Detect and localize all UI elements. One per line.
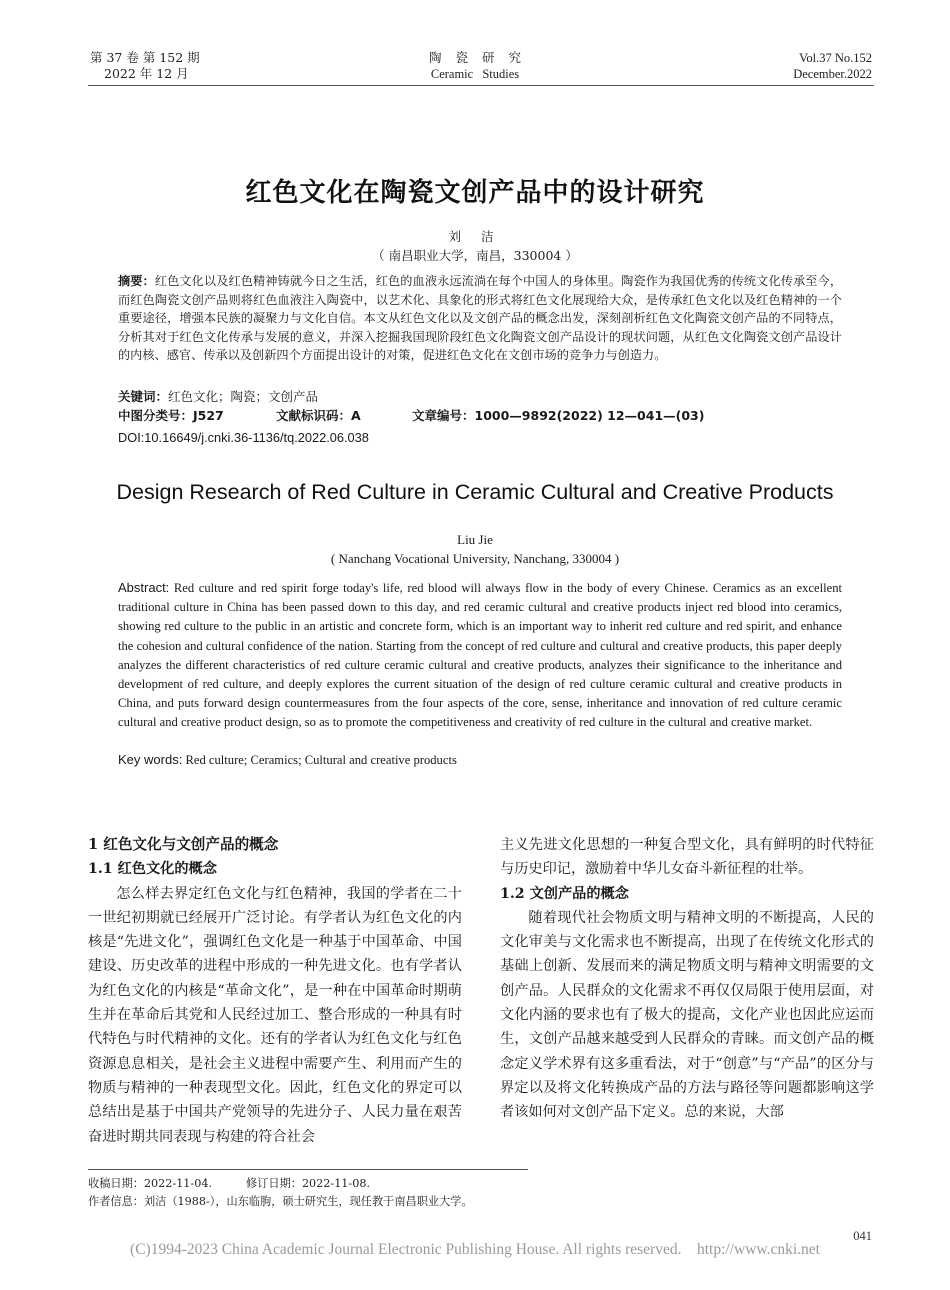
clc-label: 中图分类号： — [118, 408, 194, 423]
clc-value: J527 — [193, 408, 224, 423]
section-1-2-paragraph: 随着现代社会物质文明与精神文明的不断提高，人民的文化审美与文化需求也不断提高，出现了在传统文化形式的基础上创新、发展而来的满足物质文明与精神文明需要的文创产品。人民群众的文化需求不再仅仅局限于使用层面，对文化内涵的要求也有了极大的提高，文化产业也因此应运而生，文创产品越来越受到人民群众的青睐。而文创产品的概念定义学术界有这多重看法，对于“创意”与“产品”的区分与界定以及将文化转换成产品的方法与路径等问题都影响这学者该如何对文创产品下定义。总的来说，大部 — [500, 909, 874, 1121]
keywords-cn-label: 关键词： — [118, 389, 169, 404]
abstract-cn-text: 红色文化以及红色精神铸就今日之生活，红色的血液永远流淌在每个中国人的身体里。陶瓷作为我国优秀的传统文化传承至今，而红色陶瓷文创产品则将红色血液注入陶瓷中，以艺术化、具象化的形式将红色文化展现给大众，是传承红色文化以及红色精神的一个重要途径，增强本民族的凝聚力与文化自信。本文从红色文化以及文创产品的概念出发，深刻剖析红色文化陶瓷文创产品的不同特点，分析其对于红色文化传承与发展的意义，并深入挖掘我国现阶段红色文化陶瓷文创产品设计的现状问题，从红色文化陶瓷文创产品设计的内核、感官、传承以及创新四个方面提出设计的对策，促进红色文化在文创市场的竞争力与创造力。 — [118, 274, 843, 363]
doc-code-label: 文献标识码： — [276, 408, 352, 423]
abstract-en-text: Red culture and red spirit forge today's life, red blood will always flow in the body of every Chinese. Ceramics as an excellent traditional culture in China has been passed down to this day, and red ceramic cultural and creative products inject red blood into ceramics, showing red culture to the public in an artistic and concrete form, which is an important way to inherit red culture and red spirit, and enhance the cohesion and cultural confidence of the nation. Starting from the concept of red culture and cultural and creative products, this paper deeply analyzes the different characteristics of red culture ceramic cultural and creative products, analyzes their significance to the inheritance and development of red culture, and deeply explores the current situation of the design of red culture ceramic cultural and creative products in China, and puts forward design countermeasures from the four aspects of the core, sense, inheritance and innovation of red culture ceramic cultural and creative product design, so as to promote the competitiveness and creativity of red culture in the cultural and creative market. — [118, 581, 842, 730]
paper-title-cn: 红色文化在陶瓷文创产品中的设计研究 — [245, 178, 705, 208]
issue-volume: 第 37 卷 第 152 期 — [90, 50, 200, 65]
keywords-en-label: Key words: — [118, 752, 183, 767]
keywords-cn-text: 红色文化；陶瓷；文创产品 — [168, 389, 319, 404]
section-1-2-heading: 1.2 文创产品的概念 — [500, 885, 629, 902]
volume-date-en: December.2022 — [793, 67, 872, 81]
classification-line — [118, 407, 858, 425]
abstract-en — [118, 578, 842, 733]
article-number-value: 1000—9892(2022) 12—041—(03) — [474, 408, 705, 423]
copyright-watermark: (C)1994-2023 China Academic Journal Electronic Publishing House. All rights reserved. http://www.cnki.net — [130, 1241, 820, 1258]
volume-number-en: Vol.37 No.152 — [798, 51, 872, 65]
author-info: 作者信息：刘洁（1988-），山东临朐，硕士研究生，现任教于南昌职业大学。 — [88, 1195, 473, 1208]
abstract-cn-label: 摘要： — [118, 274, 155, 288]
revised-date: 修订日期：2022-11-08. — [246, 1177, 370, 1190]
body-column-right — [500, 833, 874, 1125]
article-number-label: 文章编号： — [412, 408, 475, 423]
volume-info-en — [793, 50, 872, 82]
journal-name-en: Ceramic Studies — [430, 67, 520, 81]
abstract-en-label: Abstract: — [118, 580, 170, 595]
section-1-heading: 1 红色文化与文创产品的概念 — [88, 836, 279, 853]
footnote-rule — [88, 1169, 528, 1170]
doc-code-value: A — [351, 408, 361, 423]
paper-title-en: Design Research of Red Culture in Ceramic Cultural and Creative Products — [116, 480, 834, 504]
author-en: Liu Jie — [457, 532, 493, 547]
keywords-en-text: Red culture; Ceramics; Cultural and creative products — [185, 753, 457, 767]
issue-date: 2022 年 12 月 — [104, 66, 189, 81]
abstract-cn — [118, 272, 842, 365]
author-cn: 刘 洁 — [448, 229, 502, 244]
doi: DOI:10.16649/j.cnki.36-1136/tq.2022.06.038 — [118, 430, 369, 445]
keywords-cn — [118, 388, 858, 406]
page-number: 041 — [853, 1229, 872, 1243]
section-1-1-paragraph: 怎么样去界定红色文化与红色精神，我国的学者在二十一世纪初期就已经展开广泛讨论。有学者认为红色文化的内核是“先进文化”，强调红色文化是一种基于中国革命、中国建设、历史改革的进程中形成的一种先进文化。也有学者认为红色文化的内核是“革命文化”，是一种在中国革命时期萌生并在革命后其党和人民经过加工、整合形成的一种具有时代特色与时代精神的文化。还有的学者认为红色文化与红色资源息息相关，是社会主义进程中需要产生、利用而产生的物质与精神的一种表现型文化。因此，红色文化的界定可以总结出是基于中国共产党领导的先进分子、人民力量在艰苦奋进时期共同表现与构建的符合社会 — [88, 885, 462, 1145]
section-1-1-heading: 1.1 红色文化的概念 — [88, 861, 217, 878]
keywords-en — [118, 750, 842, 770]
received-date: 收稿日期：2022-11-04. — [88, 1177, 212, 1190]
body-column-left — [88, 833, 462, 1149]
section-1-1-continuation: 主义先进文化思想的一种复合型文化，具有鲜明的时代特征与历史印记，激励着中华儿女奋斗新征程的壮举。 — [500, 837, 874, 878]
header-rule — [88, 85, 874, 86]
affiliation-en: ( Nanchang Vocational University, Nanchang, 330004 ) — [330, 551, 620, 566]
footnote-dates — [88, 1175, 848, 1192]
journal-name-cn: 陶瓷研究 — [428, 50, 535, 65]
affiliation-cn: （ 南昌职业大学，南昌，330004 ） — [372, 248, 578, 263]
